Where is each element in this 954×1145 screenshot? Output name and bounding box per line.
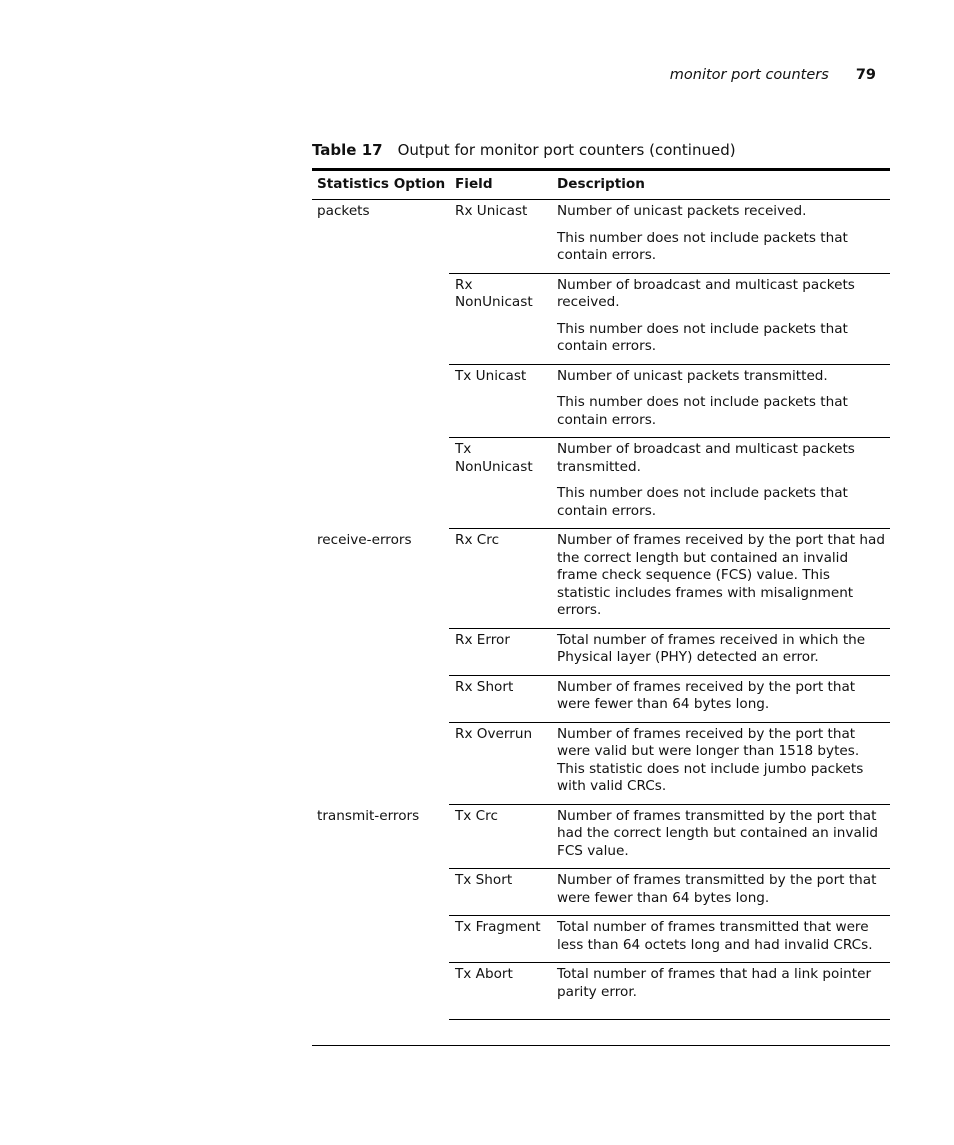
description-cell bbox=[552, 918, 890, 954]
table-row bbox=[449, 274, 890, 365]
description-note: This number does not include packets that contain errors. bbox=[557, 229, 848, 263]
description-cell bbox=[552, 276, 890, 356]
table-row bbox=[449, 805, 890, 870]
description-text: Number of frames received by the port that were fewer than 64 bytes long. bbox=[557, 678, 856, 712]
table-row bbox=[449, 529, 890, 629]
description-cell bbox=[552, 531, 890, 620]
field-cell: Tx Crc bbox=[455, 807, 498, 824]
field-cell: Tx Fragment bbox=[455, 919, 541, 935]
description-text: Number of unicast packets transmitted. bbox=[557, 367, 828, 384]
table-group-transmit-errors bbox=[312, 805, 890, 1021]
table-group-receive-errors bbox=[312, 529, 890, 805]
description-text: Total number of frames received in which the Physical layer (PHY) detected an error. bbox=[557, 631, 866, 665]
description-text: Number of frames transmitted by the port that were fewer than 64 bytes long. bbox=[557, 872, 877, 906]
running-title: monitor port counters bbox=[669, 67, 829, 83]
column-header-option: Statistics Option bbox=[317, 176, 446, 193]
table-header-row bbox=[312, 171, 890, 200]
field-cell: Tx Short bbox=[455, 872, 513, 888]
table-row bbox=[449, 438, 890, 529]
table-row bbox=[449, 869, 890, 916]
description-text: Number of frames transmitted by the port that had the correct length but contained an invalid FCS value. bbox=[557, 807, 878, 859]
description-text: Number of broadcast and multicast packets transmitted. bbox=[557, 441, 855, 475]
description-cell bbox=[552, 202, 890, 265]
table-row bbox=[449, 676, 890, 723]
description-cell bbox=[552, 965, 890, 1001]
field-cell: Rx Error bbox=[455, 631, 510, 648]
description-note: This number does not include packets that contain errors. bbox=[557, 485, 848, 519]
description-cell bbox=[552, 807, 890, 861]
description-cell bbox=[552, 725, 890, 796]
field-cell: Tx Abort bbox=[455, 966, 513, 982]
field-cell: Rx Unicast bbox=[455, 203, 528, 219]
column-header-description: Description bbox=[557, 176, 645, 193]
description-cell bbox=[552, 678, 890, 714]
statistics-option: packets bbox=[317, 203, 370, 219]
description-cell bbox=[552, 871, 890, 907]
field-cell: Tx NonUnicast bbox=[455, 441, 533, 475]
description-text: Total number of frames that had a link pointer parity error. bbox=[557, 966, 872, 1000]
table-number: Table 17 bbox=[312, 141, 383, 159]
description-note: This number does not include packets that contain errors. bbox=[557, 394, 848, 428]
field-cell: Tx Unicast bbox=[455, 367, 527, 384]
table-row bbox=[449, 723, 890, 805]
description-text: Number of frames received by the port that were valid but were longer than 1518 bytes. This statistic does not include jumbo packets with valid CRCs. bbox=[557, 725, 864, 794]
description-note: This number does not include packets that contain errors. bbox=[557, 320, 848, 354]
running-header bbox=[670, 67, 876, 83]
field-cell: Rx Overrun bbox=[455, 725, 533, 742]
table-row bbox=[449, 916, 890, 963]
statistics-option: receive-errors bbox=[317, 532, 412, 548]
description-text: Total number of frames transmitted that were less than 64 octets long and had invalid CRCs. bbox=[557, 919, 873, 953]
table-group-packets bbox=[312, 200, 890, 529]
description-text: Number of frames received by the port that had the correct length but contained an invalid frame check sequence (FCS) value. This statistic includes frames with misalignment errors. bbox=[557, 532, 886, 618]
table-row bbox=[449, 629, 890, 676]
description-text: Number of broadcast and multicast packets received. bbox=[557, 276, 855, 310]
column-header-field: Field bbox=[455, 176, 493, 193]
description-text: Number of unicast packets received. bbox=[557, 203, 807, 219]
description-cell bbox=[552, 440, 890, 520]
field-cell: Rx Short bbox=[455, 678, 514, 695]
description-cell bbox=[552, 367, 890, 430]
description-cell bbox=[552, 631, 890, 667]
table-caption bbox=[312, 141, 736, 159]
table-row bbox=[449, 365, 890, 439]
table-row bbox=[449, 200, 890, 274]
table-row bbox=[449, 963, 890, 1020]
table-bottom-rule bbox=[312, 1045, 890, 1046]
counters-table bbox=[312, 168, 890, 1046]
statistics-option: transmit-errors bbox=[317, 807, 420, 824]
page-number: 79 bbox=[855, 67, 876, 83]
field-cell: Rx Crc bbox=[455, 532, 500, 548]
field-cell: Rx NonUnicast bbox=[455, 276, 533, 310]
table-title: Output for monitor port counters (continued) bbox=[397, 141, 736, 159]
